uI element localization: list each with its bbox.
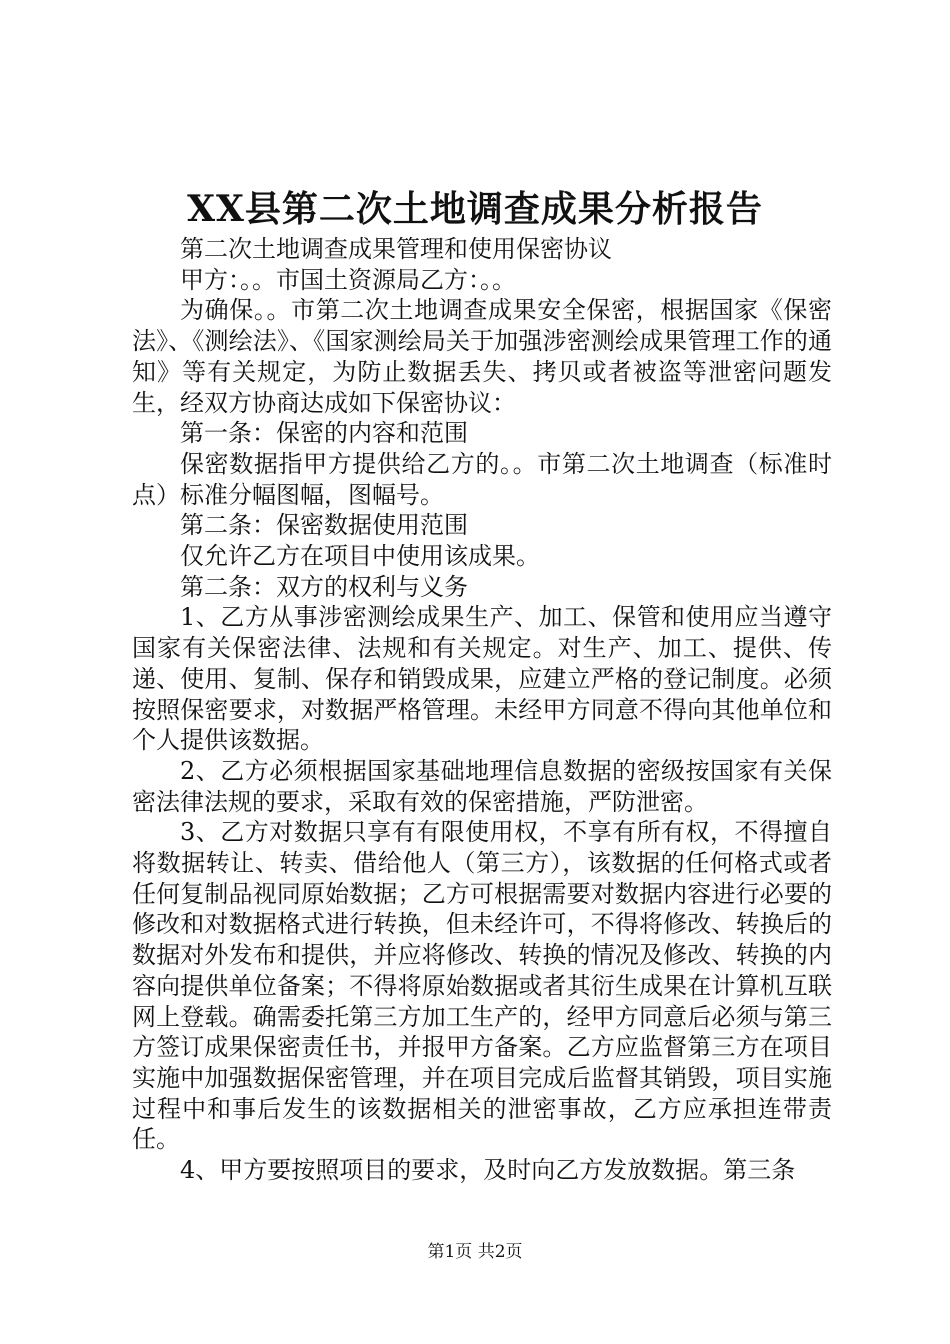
document-title: XX县第二次土地调查成果分析报告: [187, 188, 763, 230]
article-2-text: 仅允许乙方在项目中使用该成果。: [180, 542, 540, 571]
preamble-paragraph: 为确保。。市第二次土地调查成果安全保密，根据国家《保密法》、《测绘法》、《国家测绘局关于加强涉密测绘成果管理工作的通知》等有关规定，为防止数据丢失、拷贝或者被盗等泄密问题发生，经双方协商达成如下保密协议：: [132, 296, 832, 417]
agreement-heading: 第二次土地调查成果管理和使用保密协议: [180, 235, 612, 263]
clause-2-paragraph: 2、乙方必须根据国家基础地理信息数据的密级按国家有关保密法律法规的要求，采取有效的保密措施，严防泄密。: [132, 756, 832, 816]
page-footer: 第1页 共2页: [427, 1242, 523, 1262]
article-1-text: 保密数据指甲方提供给乙方的。。市第二次土地调查（标准时点）标准分幅图幅，图幅号。: [132, 449, 832, 509]
clause-3-paragraph: 3、乙方对数据只享有有限使用权，不享有所有权，不得擅自将数据转让、转卖、借给他人（第三方），该数据的任何格式或者任何复制品视同原始数据；乙方可根据需要对数据内容进行必要的修改和对数据格式进行转换，但未经许可，不得将修改、转换后的数据对外发布和提供，并应将修改、转换的情况及修改、转换的内容向提供单位备案；不得将原始数据或者其衍生成果在计算机互联网上登载。确需委托第三方加工生产的，经甲方同意后必须与第三方签订成果保密责任书，并报甲方备案。乙方应监督第三方在项目实施中加强数据保密管理，并在项目完成后监督其销毁，项目实施过程中和事后发生的该数据相关的泄密事故，乙方应承担连带责任。: [132, 818, 832, 1154]
parties-line: 甲方：。。市国土资源局乙方：。。: [180, 265, 516, 294]
article-2-heading: 第二条：保密数据使用范围: [180, 511, 468, 540]
document-body: [132, 234, 832, 1186]
article-3-heading: 第二条：双方的权利与义务: [180, 572, 468, 601]
clause-4-paragraph: 4、甲方要按照项目的要求，及时向乙方发放数据。第三条: [180, 1156, 796, 1185]
clause-1-paragraph: 1、乙方从事涉密测绘成果生产、加工、保管和使用应当遵守国家有关保密法律、法规和有关规定。对生产、加工、提供、传递、使用、复制、保存和销毁成果，应建立严格的登记制度。必须按照保密要求，对数据严格管理。未经甲方同意不得向其他单位和个人提供该数据。: [132, 603, 832, 755]
article-1-heading: 第一条：保密的内容和范围: [180, 419, 468, 448]
